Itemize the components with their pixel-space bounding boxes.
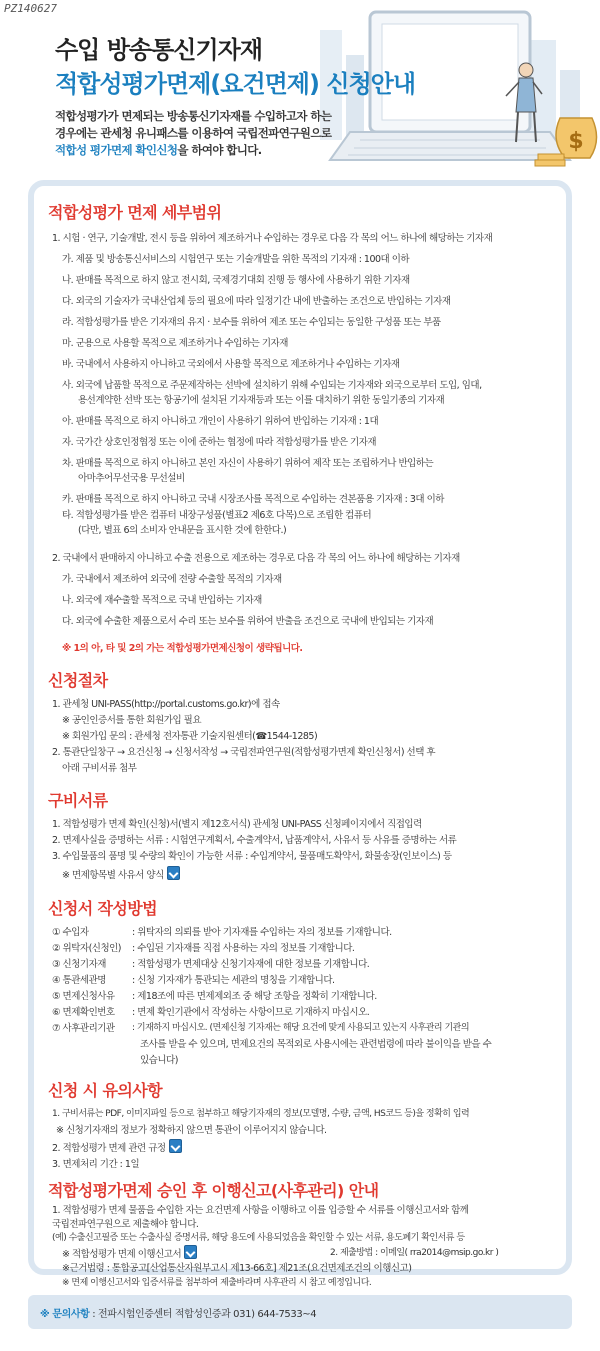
documents-line: 3. 수입물품의 품명 및 수량의 확인이 가능한 서류 : 수입계약서, 물품매도확약서, 화물송장(인보이스) 등 [52, 851, 452, 862]
scope-note: ※ 1의 아, 타 및 2의 가는 적합성평가면제신청이 생략됩니다. [62, 643, 303, 654]
scope-line: 다. 외국의 기술자가 국내산업체 등의 필요에 따라 일정기간 내에 반출하는 조건으로 반입하는 기자재 [62, 296, 451, 307]
scope-line: 아. 판매를 목적으로 하지 아니하고 개인이 사용하기 위하여 반입하는 기자재 : 1대 [62, 416, 379, 427]
report-line: 국립전파연구원으로 제출해야 합니다. [52, 1219, 199, 1230]
scope-line: 1. 시험 · 연구, 기술개발, 전시 등을 위하여 제조하거나 수입하는 경우로 다음 각 목의 어느 하나에 해당하는 기자재 [52, 233, 493, 244]
scope-line: (다만, 별표 6의 소비자 안내문을 표시한 것에 한한다.) [78, 525, 287, 536]
scope-line: 사. 외국에 납품할 목적으로 주문제작하는 선박에 설치하기 위해 수입되는 기자재와 외국으로부터 도입, 임대, [62, 380, 482, 391]
section-title-procedure: 신청절차 [48, 671, 108, 690]
header [0, 0, 600, 185]
procedure-line: 2. 통관단일창구 → 요건신청 → 신청서작성 → 국립전파연구원(적합성평가면제 확인신청서) 선택 후 [52, 747, 436, 758]
scope-line: 가. 제품 및 방송통신서비스의 시험연구 또는 기술개발을 위한 목적의 기자재 : 100대 이하 [62, 254, 410, 265]
howto-text: : 기재하지 마십시오. (면제신청 기자재는 해당 요건에 맞게 사용되고 있는지 사후관리 기관의 [132, 1023, 470, 1033]
report-line: ※근거법령 : 통합공고[산업통산자원부고시 제13-66호] 제21조(요건면제조건의 이행신고) [62, 1263, 412, 1274]
scope-line: 2. 국내에서 판매하지 아니하고 수출 전용으로 제조하는 경우로 다음 각 목의 어느 하나에 해당하는 기자재 [52, 553, 460, 564]
howto-num: ⑤ 면제신청사유 [52, 991, 115, 1002]
scope-line: 차. 판매를 목적으로 하지 아니하고 본인 자신이 사용하기 위하여 제작 또는 조립하거나 반입하는 [62, 458, 434, 469]
scope-line: 카. 판매를 목적으로 하지 아니하고 국내 시장조사를 목적으로 수입하는 견본품용 기자재 : 3대 이하 [62, 494, 444, 505]
caution-line: ※ 신청기자재의 정보가 정확하지 않으면 통관이 이루어지지 않습니다. [56, 1125, 327, 1136]
procedure-line: ※ 회원가입 문의 : 관세청 전자통관 기술지원센터(☎1544-1285) [62, 731, 318, 742]
caution-line[interactable]: 2. 적합성평가 면제 관련 규정 [52, 1139, 182, 1154]
howto-num: ⑥ 면제확인번호 [52, 1007, 115, 1018]
scope-line: 마. 군용으로 사용할 목적으로 제조하거나 수입하는 기자재 [62, 338, 288, 349]
download-icon[interactable] [167, 866, 180, 880]
report-email[interactable]: 2. 제출방법 : 이메일( rra2014@msip.go.kr ) [330, 1248, 499, 1258]
procedure-line: 1. 관세청 UNI-PASS(http://portal.customs.go.kr)에 접속 [52, 699, 280, 710]
footer-label: ※ 문의사항 [40, 1309, 90, 1320]
howto-text: : 제18조에 따른 면제제외조 중 해당 조항을 정확히 기재합니다. [132, 991, 377, 1002]
report-note: ※ 면제 이행신고서와 입증서류를 첨부하여 제출바라며 사후관리 시 참고 예정입니다. [62, 1278, 372, 1288]
section-title-scope: 적합성평가 면제 세부범위 [48, 203, 222, 222]
scope-line: 용선계약한 선박 또는 항공기에 설치된 기자재등과 또는 이를 대치하기 위한 동일기종의 기자재 [78, 395, 445, 406]
howto-num: ② 위탁자(신청인) [52, 943, 122, 954]
section-title-caution: 신청 시 유의사항 [48, 1081, 162, 1100]
documents-line: 1. 적합성평가 면제 확인(신청)서(별지 제12호서식) 관세청 UNI-PASS 신청페이지에서 직접입력 [52, 819, 422, 830]
howto-num: ⑦ 사후관리기관 [52, 1023, 115, 1034]
section-title-report: 적합성평가면제 승인 후 이행신고(사후관리) 안내 [48, 1181, 379, 1200]
caution-line: 1. 구비서류는 PDF, 이미지파일 등으로 첨부하고 해당기자재의 정보(모델명, 수량, 금액, HS코드 등)을 정확히 입력 [52, 1109, 470, 1119]
footer-contact [40, 1305, 316, 1320]
howto-num: ④ 통관세관명 [52, 975, 106, 986]
scope-line: 나. 판매를 목적으로 하지 않고 전시회, 국제경기대회 진행 등 행사에 사용하기 위한 기자재 [62, 275, 410, 286]
howto-cont: 조사를 받을 수 있으며, 면제요건의 목적외로 사용시에는 관련법령에 따라 불이익을 받을 수 [140, 1039, 492, 1050]
howto-text: : 신청 기자재가 통관되는 세관의 명칭을 기재합니다. [132, 975, 335, 986]
howto-num: ① 수입자 [52, 927, 89, 938]
howto-cont: 있습니다) [140, 1055, 178, 1066]
scope-line: 다. 외국에 수출한 제품으로서 수리 또는 보수를 위하여 반출을 조건으로 국내에 반입되는 기자재 [62, 616, 434, 627]
howto-text: : 면제 확인기관에서 작성하는 사항이므로 기재하지 마십시오. [132, 1007, 370, 1018]
scope-line: 타. 적합성평가를 받은 컴퓨터 내장구성품(별표2 제6호 다목)으로 조립한 컴퓨터 [62, 510, 372, 521]
howto-text: : 적합성평가 면제대상 신청기자재에 대한 정보를 기재합니다. [132, 959, 370, 970]
scope-line: 가. 국내에서 제조하여 외국에 전량 수출할 목적의 기자재 [62, 574, 282, 585]
report-line: (예) 수출신고필증 또는 수출사실 증명서류, 해당 용도에 사용되었음을 확인할 수 있는 서류, 용도폐기 확인서류 등 [52, 1233, 465, 1243]
caution-line: 3. 면제처리 기간 : 1일 [52, 1159, 140, 1170]
page-title-line1: 수입 방송통신기자재 [55, 36, 263, 64]
scope-line: 나. 외국에 재수출할 목적으로 국내 반입하는 기자재 [62, 595, 262, 606]
scope-line: 아마추어무선국용 무선설비 [78, 473, 185, 484]
scope-line: 바. 국내에서 사용하지 아니하고 국외에서 사용할 목적으로 제조하거나 수입하는 기자재 [62, 359, 400, 370]
report-line: 1. 적합성평가 면제 물품을 수입한 자는 요건면제 사항을 이행하고 이를 입증할 수 서류를 이행신고서와 함께 [52, 1205, 469, 1216]
download-icon[interactable] [169, 1139, 182, 1153]
intro-highlight: 적합성 평가면제 확인신청 [55, 143, 178, 157]
page-title-line2: 적합성평가면제(요건면제) 신청안내 [55, 70, 416, 98]
report-line[interactable]: ※ 적합성평가 면제 이행신고서 [62, 1245, 197, 1260]
svg-text:$: $ [568, 129, 584, 154]
documents-line[interactable]: ※ 면제항목별 사유서 양식 [62, 866, 180, 881]
section-title-documents: 구비서류 [48, 791, 108, 810]
dollar-icon [556, 118, 597, 158]
footer-contact-text: : 전파시험인증센터 적합성인증과 031) 644-7533~4 [92, 1309, 317, 1320]
procedure-line: 아래 구비서류 첨부 [62, 763, 137, 774]
procedure-line: ※ 공인인증서를 통한 회원가입 필요 [62, 715, 202, 726]
page-code: PZ140627 [4, 2, 57, 15]
scope-line: 라. 적합성평가를 받은 기자재의 유지 · 보수를 위하여 제조 또는 수입되는 동일한 구성품 또는 부품 [62, 317, 441, 328]
howto-num: ③ 신청기자재 [52, 959, 106, 970]
section-title-howto: 신청서 작성방법 [48, 899, 157, 918]
howto-text: : 위탁자의 의뢰를 받아 기자재를 수입하는 자의 정보를 기재합니다. [132, 927, 392, 938]
documents-line: 2. 면제사실을 증명하는 서류 : 시험연구계획서, 수출계약서, 납품계약서, 사유서 등 사유를 증명하는 서류 [52, 835, 457, 846]
intro-text: 적합성평가가 면제되는 방송통신기자재를 수입하고자 하는 경우에는 관세청 유니패스를 이용하여 국립전파연구원으로 적합성 평가면제 확인신청을 하여야 합니다. [55, 109, 332, 157]
howto-text: : 수입된 기자재를 직접 사용하는 자의 정보를 기재합니다. [132, 943, 355, 954]
download-icon[interactable] [184, 1245, 197, 1259]
scope-line: 자. 국가간 상호인정협정 또는 이에 준하는 협정에 따라 적합성평가를 받은 기자재 [62, 437, 377, 448]
